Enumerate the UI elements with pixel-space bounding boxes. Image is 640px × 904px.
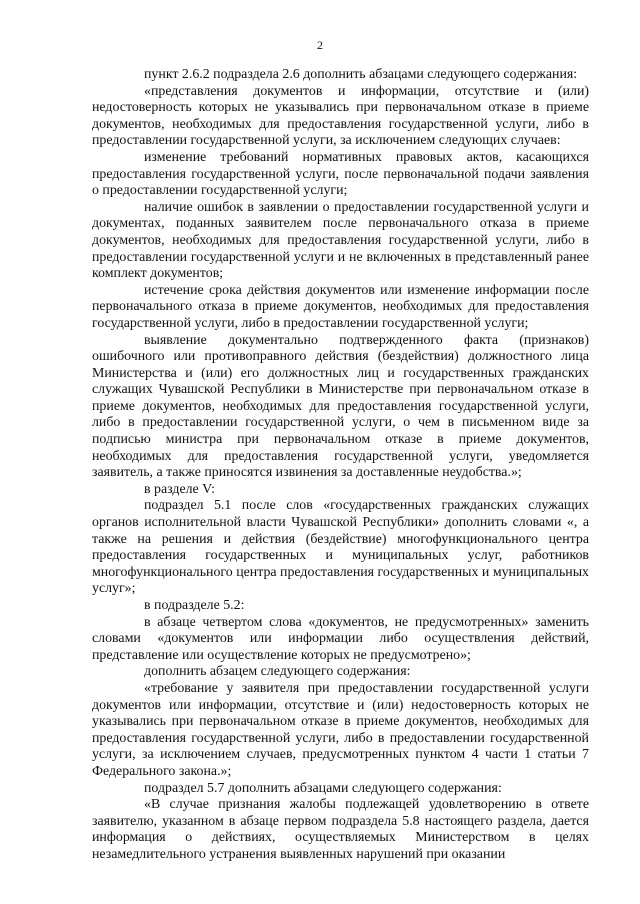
paragraph: дополнить абзацем следующего содержания:: [144, 664, 411, 680]
paragraph: «требование у заявителя при предоставлении государственной услуги документов или информации, отсутствие и (или) недостоверность которых не указывались при первоначальном отказе в приеме документов, необходимых для предоставления государственной услуги, либо в предоставлении государственной услуги, за исключением случаев, предусмотренных пунктом 4 части 1 статьи 7 Федерального закона.»;: [92, 680, 589, 779]
paragraph: «представления документов и информации, отсутствие и (или) недостоверность которых не указывались при первоначальном отказе в приеме документов, необходимых для предоставления государственной услуги, либо в предоставлении государственной услуги, за исключением следующих случаев:: [92, 83, 589, 149]
paragraph: в подразделе 5.2:: [144, 598, 245, 613]
paragraph: подраздел 5.1 после слов «государственных гражданских служащих органов исполнительной власти Чувашской Республики» дополнить словами «, а также на решения и действия (бездействие) многофункционального центра предоставления государственных и муниципальных услуг, работников многофункционального центра предоставления государственных и муниципальных услуг»;: [92, 498, 589, 597]
paragraph: «В случае признания жалобы подлежащей удовлетворению в ответе заявителю, указанном в абзаце первом подраздела 5.8 настоящего раздела, дается информация о действиях, осуществляемых Министерством в целях незамедлительного устранения выявленных нарушений при оказании: [92, 797, 589, 862]
document-body: [92, 67, 589, 864]
paragraph: в абзаце четвертом слова «документов, не предусмотренных» заменить словами «документов или информации либо осуществления действий, представление или осуществление которых не предусмотрено»;: [92, 614, 589, 663]
paragraph: наличие ошибок в заявлении о предоставлении государственной услуги и документах, поданных заявителем после первоначального отказа в приеме документов, необходимых для предоставления государственной услуги, либо в предоставлении государственной услуги и не включенных в представленный ранее комплект документов;: [92, 199, 589, 282]
page-number: 2: [317, 38, 323, 52]
paragraph: подраздел 5.7 дополнить абзацами следующего содержания:: [144, 780, 502, 796]
paragraph: в разделе V:: [144, 481, 216, 497]
paragraph: истечение срока действия документов или изменение информации после первоначального отказа в приеме документов, необходимых для предоставления государственной услуги, либо в предоставлении государственной услуги;: [92, 282, 589, 331]
paragraph: выявление документально подтвержденного факта (признаков) ошибочного или противоправного действия (бездействия) должностного лица Министерства и (или) его должностных лиц и государственных гражданских служащих Чувашской Республики в Министерстве при первоначальном отказе в приеме документов, необходимых для предоставления государственной услуги, либо в предоставлении государственной услуги, о чем в письменном виде за подписью министра при первоначальном отказе в приеме документов, необходимых для предоставления государственной услуги, уведомляется заявитель, а также приносятся извинения за доставленные неудобства.»;: [92, 332, 589, 481]
paragraph: пункт 2.6.2 подраздела 2.6 дополнить абзацами следующего содержания:: [144, 67, 578, 82]
paragraph: изменение требований нормативных правовых актов, касающихся предоставления государственной услуги, после первоначальной подачи заявления о предоставлении государственной услуги;: [92, 149, 589, 199]
